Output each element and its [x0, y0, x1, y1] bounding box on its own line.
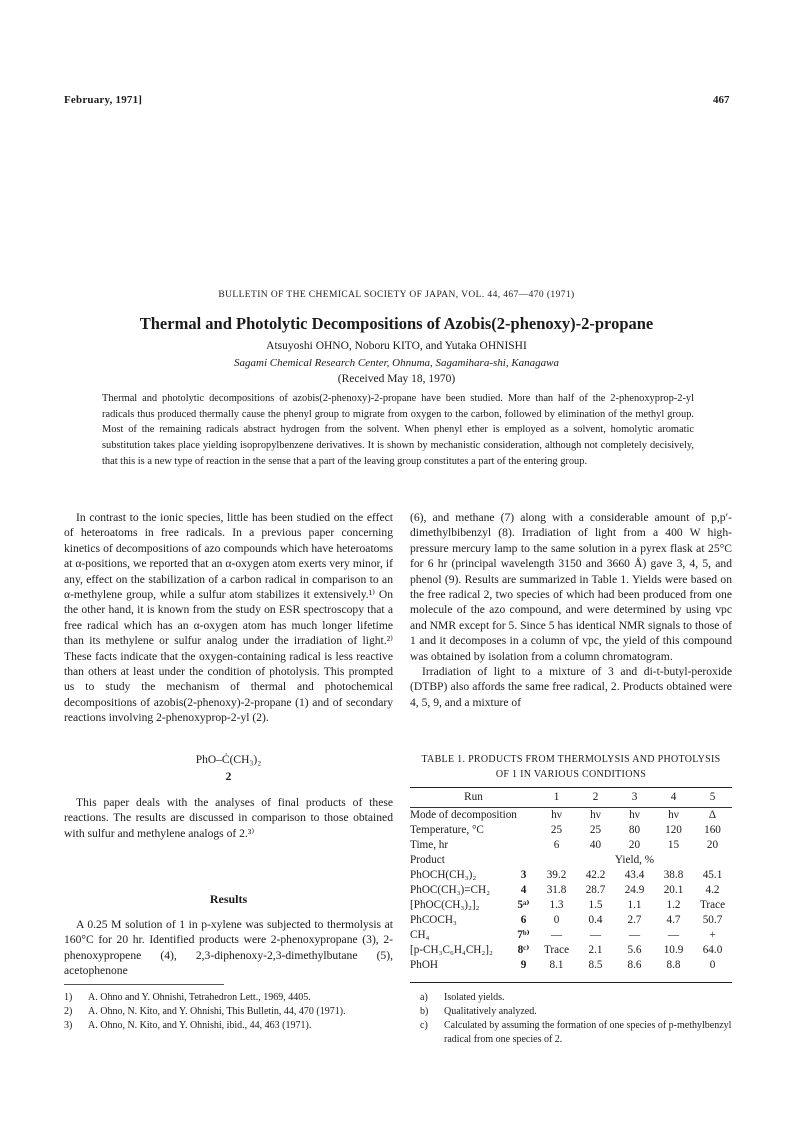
table-cell: hν [590, 808, 601, 821]
table-note [420, 1019, 732, 1047]
compound-number: 8ᶜ⁾ [517, 943, 530, 956]
table-cell: 31.8 [546, 883, 567, 896]
table-note [420, 1005, 732, 1019]
table-cell: 1.1 [627, 898, 642, 911]
table-cell: hν [629, 808, 640, 821]
table-cell: Δ [708, 808, 717, 821]
structure-number: 2 [225, 771, 232, 783]
table-cell: 15 [667, 838, 680, 851]
table-note-text: Isolated yields. [444, 992, 505, 1003]
run-number: 4 [670, 791, 677, 804]
table-cell: — [667, 928, 680, 941]
condition-label: Mode of decomposition [410, 808, 517, 821]
article-title: Thermal and Photolytic Decompositions of Azobis(2-phenoxy)-2-propane [139, 314, 654, 333]
received-date: (Received May 18, 1970) [337, 373, 456, 385]
table-cell: 38.8 [663, 868, 684, 881]
table-condition-row [410, 823, 732, 838]
table-cell: Trace [543, 943, 570, 956]
table-cell: — [628, 928, 641, 941]
footnote-mark: 3) [64, 1020, 73, 1031]
table-cell: 20 [706, 838, 719, 851]
table-cell: — [589, 928, 602, 941]
product-name: PhOCH(CH₃)₂ [410, 868, 477, 881]
table-note-mark: a) [420, 992, 428, 1003]
journal-citation: BULLETIN OF THE CHEMICAL SOCIETY OF JAPAN, VOL. 44, 467—470 (1971) [218, 290, 575, 300]
run-number: 1 [553, 791, 560, 804]
table-cell: 20 [628, 838, 641, 851]
yield-label: Yield, % [614, 853, 655, 866]
table-cell: 6 [553, 838, 560, 851]
run-number: 3 [631, 791, 638, 804]
table-bottom-rule [410, 982, 732, 983]
irradiation-paragraph: Irradiation of light to a mixture of 3 and di-t-butyl-peroxide (DTBP) also affords the same free radical, 2. Products obtained were 4, 5, 9, and a mixture of [410, 665, 732, 709]
table-cell: 8.6 [627, 958, 642, 971]
table-cell: 1.5 [588, 898, 603, 911]
table-cell: 160 [704, 823, 721, 836]
table-cell: 24.9 [624, 883, 645, 896]
table-caption-line-2: OF 1 IN VARIOUS CONDITIONS [495, 769, 647, 780]
table-cell: 40 [589, 838, 602, 851]
table-top-rule [410, 787, 732, 788]
table-row [410, 928, 732, 943]
run-number: 5 [709, 791, 716, 804]
table-condition-row [410, 838, 732, 853]
table-cell: 10.9 [663, 943, 684, 956]
table-cell: 42.2 [585, 868, 606, 881]
table-cell: 1.2 [666, 898, 681, 911]
abstract: Thermal and photolytic decompositions of azobis(2-phenoxy)-2-propane have been studied. More than half of the 2-phenoxyprop-2-yl radicals thus produced thermally cause the phenyl group to migrate from oxygen to the carbon, followed by elimination of the methyl group. Most of the remaining radicals abstract hydrogen from the solvent. When phenyl ether is employed as a solvent, homolytic aromatic substitution takes place yielding isopropylbenzene derivatives. It is shown by mechanistic consideration, although not completely decisively, that this is a new type of reaction in the sense that a part of the leaving group constitutes a part of the entering group. [102, 393, 694, 467]
footnote-text: A. Ohno, N. Kito, and Y. Ohnishi, This Bulletin, 44, 470 (1971). [88, 1006, 346, 1017]
intro-paragraph: In contrast to the ionic species, little has been studied on the effect of heteroatoms in free radicals. In a previous paper concerning kinetics of decompositions of azo compounds which have heteroatoms at α-positions, we reported that an α-oxygen atom exerts very minor, if any, effect on the stabilization of a carbon radical in comparison to an α-methylene group, while a sulfur atom stabilizes it extensively.¹⁾ On the other hand, it is known from the study on ESR spectroscopy that a free radical which has an α-oxygen atom has much longer lifetime than its methylene or sulfur analog under the irradiation of light.²⁾ These facts indicate that the oxygen-containing radical is less reactive than others at least under the condition of photolysis. This prompted us to study the mechanism of thermal and photochemical decompositions of azobis(2-phenoxy)-2-propane (1) and of secondary reactions involving 2-phenoxyprop-2-yl (2). [64, 511, 393, 725]
right-column-text [410, 510, 732, 710]
table-cell: 4.7 [666, 913, 681, 926]
table-cell: 8.5 [588, 958, 603, 971]
table-row [410, 898, 732, 913]
product-name: PhCOCH₃ [410, 913, 457, 926]
table-cell: 8.8 [666, 958, 681, 971]
table-note-text: Calculated by assuming the formation of one species of p-methylbenzyl radical from one species of 2. [444, 1020, 732, 1045]
table-cell: 120 [665, 823, 682, 836]
table-note-text: Qualitatively analyzed. [444, 1006, 537, 1017]
table-cell: 28.7 [585, 883, 606, 896]
table-cell: 5.6 [627, 943, 642, 956]
table-note-mark: b) [420, 1006, 429, 1017]
left-column-results [64, 917, 393, 979]
product-label: Product [410, 853, 445, 866]
product-name: [p-CH₃C₆H₄CH₂]₂ [410, 943, 493, 956]
footnote-mark: 1) [64, 992, 73, 1003]
table-cell: 25 [550, 823, 563, 836]
products-paragraph: (6), and methane (7) along with a considerable amount of p,p′-dimethylbibenzyl (8). Irradiation of light from a 400 W high-pressure mercury lamp to the same solution in a pyrex flask at 25°C for 6 hr (principal wavelength 3150 and 3660 Å) gave 3, 4, 5, and phenol (9). Results are summarized in Table 1. Yields were based on the free radical 2, two species of which had been produced from one molecule of the azo compound, and were determined by using vpc and NMR except for 5. Since 5 has identical NMR signals to those of 1 and it decomposes in a column of vpc, the yield of this compound was obtained by isolation from a column chromatogram. [410, 511, 732, 663]
table-cell: 25 [589, 823, 602, 836]
running-header-date: February, 1971] [64, 94, 143, 106]
product-name: [PhOC(CH₃)₂]₂ [410, 898, 480, 911]
table-row [410, 868, 732, 883]
table-cell: + [709, 928, 716, 941]
table-cell: 0 [553, 913, 560, 926]
table-cell: 8.1 [549, 958, 564, 971]
table-cell: 80 [628, 823, 641, 836]
table-cell: 0.4 [588, 913, 603, 926]
table-cell: 39.2 [546, 868, 567, 881]
scope-paragraph: This paper deals with the analyses of final products of these reactions. The results are discussed in comparison to those obtained with sulfur and methylene analogs of 2.³⁾ [64, 796, 393, 840]
compound-number: 5ᵃ⁾ [517, 898, 530, 911]
footnote-divider [64, 984, 224, 985]
table-note [420, 991, 732, 1005]
condition-label: Time, hr [410, 838, 449, 851]
table-cell: 43.4 [624, 868, 645, 881]
table-cell: 0 [709, 958, 716, 971]
run-label: Run [464, 791, 483, 804]
table-row [410, 883, 732, 898]
product-name: PhOC(CH₃)=CH₂ [410, 883, 491, 896]
structure-formula: PhO–Ċ(CH₃)₂ [195, 754, 262, 766]
run-number: 2 [592, 791, 599, 804]
affiliation: Sagami Chemical Research Center, Ohnuma, Sagamihara-shi, Kanagawa [234, 357, 559, 369]
table-note-mark: c) [420, 1020, 428, 1031]
table-cell: 20.1 [663, 883, 684, 896]
author-list: Atsuyoshi OHNO, Noboru KITO, and Yutaka OHNISHI [266, 340, 527, 352]
footnote [64, 991, 393, 1005]
compound-number: 4 [520, 883, 527, 896]
condition-label: Temperature, °C [410, 823, 484, 836]
table-row [410, 913, 732, 928]
left-column-scope [64, 795, 393, 841]
footnotes [64, 991, 393, 1033]
table-cell: 64.0 [702, 943, 723, 956]
table-cell: Trace [699, 898, 726, 911]
compound-number: 3 [520, 868, 527, 881]
footnote [64, 1019, 393, 1033]
table-cell: 1.3 [549, 898, 564, 911]
table-notes [420, 991, 732, 1047]
compound-number: 6 [520, 913, 527, 926]
footnote-text: A. Ohno and Y. Ohnishi, Tetrahedron Lett., 1969, 4405. [88, 992, 311, 1003]
footnote-text: A. Ohno, N. Kito, and Y. Ohnishi, ibid., 44, 463 (1971). [88, 1020, 312, 1031]
results-paragraph: A 0.25 M solution of 1 in p-xylene was subjected to thermolysis at 160°C for 20 hr. Identified products were 2-phenoxypropane (3), 2-phenoxypropene (4), 2,3-diphenoxy-2,3-dimethylbutane (5), acetophenone [64, 918, 393, 978]
compound-number: 7ᵇ⁾ [517, 928, 530, 941]
table-row [410, 958, 732, 973]
table-cell: 2.7 [627, 913, 642, 926]
table-condition-row [410, 807, 732, 823]
results-table [410, 789, 732, 973]
table-product-header-row [410, 853, 732, 868]
section-heading-results: Results [209, 892, 248, 906]
table-caption-line-1: TABLE 1. PRODUCTS FROM THERMOLYSIS AND PHOTOLYSIS [421, 754, 721, 765]
table-cell: hν [551, 808, 562, 821]
compound-number: 9 [520, 958, 527, 971]
footnote [64, 1005, 393, 1019]
table-cell: 2.1 [588, 943, 603, 956]
table-cell: 45.1 [702, 868, 723, 881]
table-cell: 50.7 [702, 913, 723, 926]
table-row [410, 943, 732, 958]
table-header-row [410, 789, 732, 807]
table-cell: — [550, 928, 563, 941]
page-number: 467 [713, 94, 730, 106]
table-cell: hν [668, 808, 679, 821]
table-cell: 4.2 [705, 883, 720, 896]
left-column-intro [64, 510, 393, 726]
footnote-mark: 2) [64, 1006, 73, 1017]
product-name: PhOH [410, 958, 438, 971]
product-name: CH₄ [410, 928, 430, 941]
table-caption [410, 752, 732, 782]
